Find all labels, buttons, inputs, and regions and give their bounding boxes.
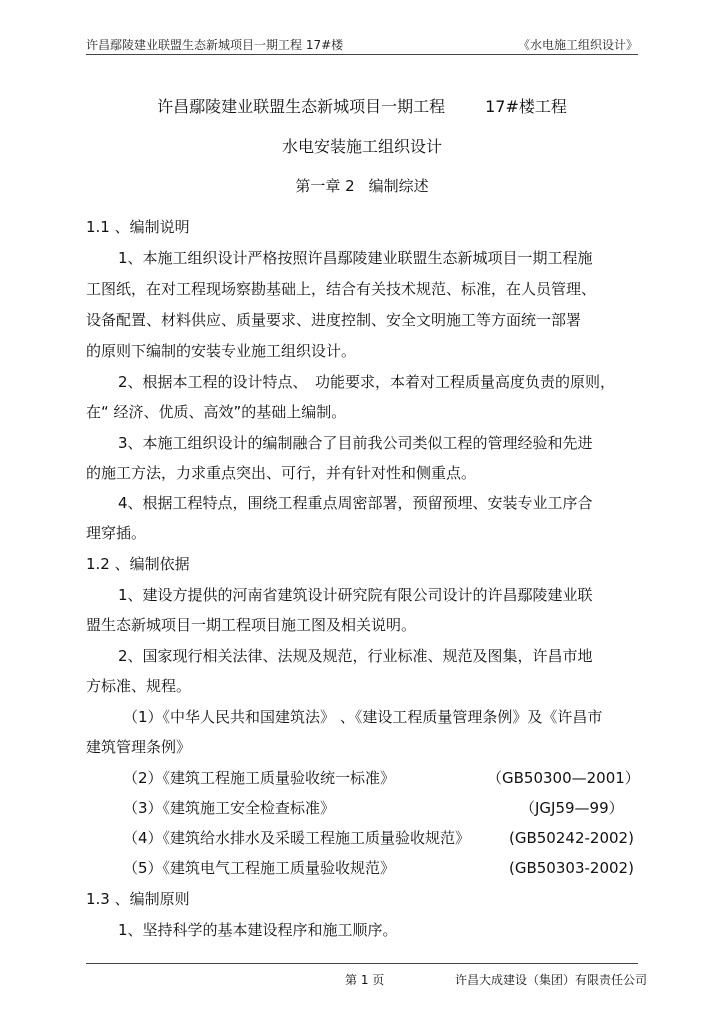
paragraph-line: 工图纸，在对工程现场察勘基础上，结合有关技术规范、标准，在人员管理、: [86, 280, 597, 298]
reference-item: 建筑管理条例》: [86, 738, 192, 756]
reference-item: （4）《建筑给水排水及采暖工程施工质量验收规范》: [123, 829, 471, 847]
header-doc-title: 《水电施工组织设计》: [517, 38, 638, 52]
paragraph-line: 2、根据本工程的设计特点、 功能要求，本着对工程质量高度负责的原则，: [118, 373, 616, 391]
standard-code: (GB50242-2002): [509, 829, 634, 847]
running-header: [86, 36, 638, 55]
header-project: 许昌鄢陵建业联盟生态新城项目一期工程 17#楼: [86, 38, 344, 52]
paragraph-line: 设备配置、材料供应、质量要求、进度控制、安全文明施工等方面统一部署: [86, 311, 582, 329]
standard-code: （GB50300—2001）: [487, 769, 640, 787]
standard-code: (GB50303-2002): [509, 859, 634, 877]
paragraph-line: 方标准、规程。: [86, 677, 192, 695]
section-heading-1-3: 1.3 、编制原则: [86, 890, 190, 908]
section-heading-1-2: 1.2 、编制依据: [86, 555, 190, 573]
standard-code: （JGJ59—99）: [520, 799, 624, 817]
paragraph-line: 1、坚持科学的基本建设程序和施工顺序。: [118, 921, 398, 939]
footer-rule: [86, 963, 638, 964]
chapter-name: 编制综述: [368, 177, 429, 195]
paragraph-line: 1、建设方提供的河南省建筑设计研究院有限公司设计的许昌鄢陵建业联: [118, 586, 593, 604]
doc-title: [0, 94, 724, 117]
doc-title-project: 许昌鄢陵建业联盟生态新城项目一期工程: [157, 97, 446, 116]
paragraph-line: 盟生态新城项目一期工程项目施工图及相关说明。: [86, 616, 417, 634]
doc-title-building: 17#楼工程: [485, 97, 567, 116]
doc-subtitle: 水电安装施工组织设计: [281, 137, 442, 156]
reference-item: （3）《建筑施工安全检查标准》: [123, 799, 336, 817]
reference-item: （5）《建筑电气工程施工质量验收规范》: [123, 859, 396, 877]
chapter-heading: [0, 175, 724, 196]
chapter-number: 第一章 2: [295, 177, 355, 195]
paragraph-line: 2、国家现行相关法律、法规及规范，行业标准、规范及图集，许昌市地: [118, 647, 593, 665]
page-number: 第 1 页: [345, 973, 385, 987]
reference-item: （2）《建筑工程施工质量验收统一标准》: [123, 769, 396, 787]
paragraph-line: 4、根据工程特点，围绕工程重点周密部署，预留预埋、安装专业工序合: [118, 494, 593, 512]
paragraph-line: 在“ 经济、优质、高效”的基础上编制。: [86, 403, 347, 421]
paragraph-line: 3、本施工组织设计的编制融合了目前我公司类似工程的管理经验和先进: [118, 434, 593, 452]
paragraph-line: 的原则下编制的安装专业施工组织设计。: [86, 342, 357, 360]
section-heading-1-1: 1.1 、编制说明: [86, 218, 190, 236]
paragraph-line: 1、本施工组织设计严格按照许昌鄢陵建业联盟生态新城项目一期工程施: [118, 249, 593, 267]
paragraph-line: 的施工方法，力求重点突出、可行，并有针对性和侧重点。: [86, 464, 477, 482]
paragraph-line: 理穿插。: [86, 524, 147, 542]
footer-company: 许昌大成建设（集团）有限责任公司: [455, 973, 648, 987]
reference-item: （1）《中华人民共和国建筑法》 、《建设工程质量管理条例》及《许昌市: [123, 708, 603, 726]
